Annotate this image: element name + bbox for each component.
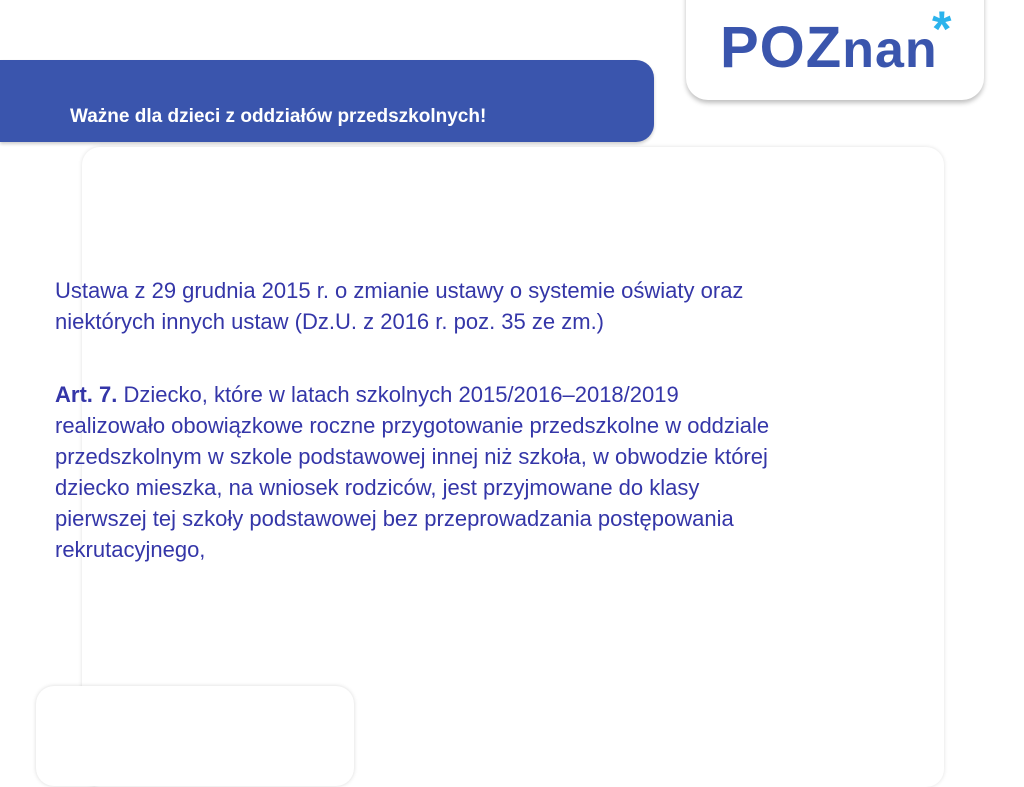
text-line: rekrutacyjnego, (55, 537, 206, 562)
text-line: niektórych innych ustaw (Dz.U. z 2016 r. poz. 35 ze zm.) (55, 309, 605, 334)
text-line (55, 379, 955, 410)
text-line: Ustawa z 29 grudnia 2015 r. o zmianie ustawy o systemie oświaty oraz (55, 278, 744, 303)
asterisk-icon: * (932, 1, 952, 57)
logo-text-tail: nan (842, 21, 938, 79)
decorative-panel (36, 686, 354, 786)
slide-title: Ważne dla dzieci z oddziałów przedszkolnych! (70, 106, 487, 127)
text-line: pierwszej tej szkoły podstawowej bez przeprowadzania postępowania (55, 506, 734, 531)
poznan-logo (720, 14, 938, 81)
title-banner (0, 60, 654, 142)
text-line: realizowało obowiązkowe roczne przygotowanie przedszkolne w oddziale (55, 413, 770, 438)
article-label: Art. 7. (55, 382, 118, 407)
logo-text: POZ (720, 15, 843, 80)
article-text (55, 379, 955, 565)
text-line: dziecko mieszka, na wniosek rodziców, jest przyjmowane do klasy (55, 475, 700, 500)
text-line: przedszkolnym w szkole podstawowej innej niż szkoła, w obwodzie której (55, 444, 768, 469)
text-fragment: Dziecko, które w latach szkolnych 2015/2016–2018/2019 (117, 382, 679, 407)
law-citation (55, 275, 955, 337)
